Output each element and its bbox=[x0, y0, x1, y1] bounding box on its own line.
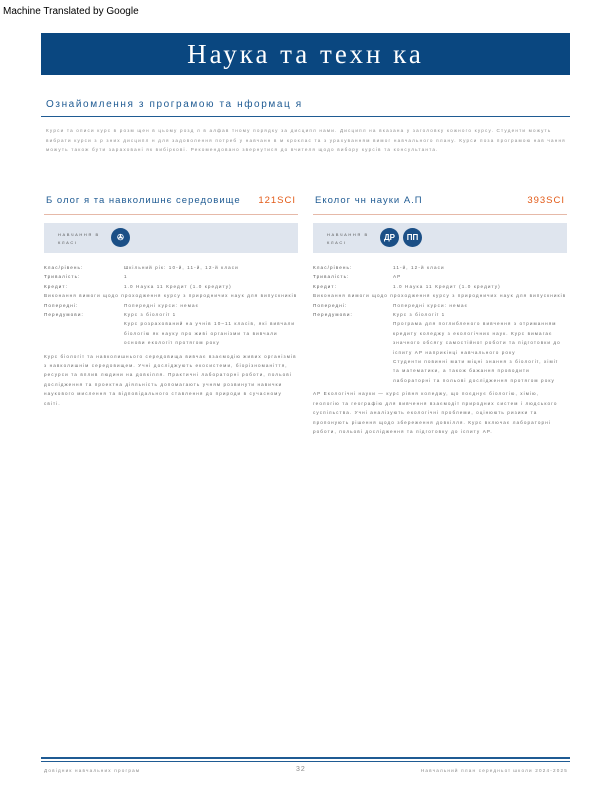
intro-heading: Ознайомлення з програмою та нформац я bbox=[46, 99, 303, 110]
detail-row: Виконання вимоги щодо проходження курсу з природничих наук для випускників bbox=[44, 293, 298, 299]
course-code: 393SCI bbox=[527, 195, 565, 206]
detail-row: Тривалість: AP bbox=[313, 274, 402, 280]
course-card-biology bbox=[44, 190, 298, 408]
detail-row: Попередні: Попередні курси: немає bbox=[44, 302, 200, 308]
detail-row: Кредит: 1.0 Наука 11 Кредит (1.0 кредиту) bbox=[44, 283, 232, 289]
delivery-icons bbox=[111, 228, 130, 247]
detail-row: Студенти повинні мати міцні знання з біології, хімії та математики, а також бажання проводити лабораторні та польові дослідження протягом року bbox=[393, 359, 559, 383]
detail-row: Передумови: Курс з біології 1 bbox=[44, 312, 177, 318]
course-divider bbox=[313, 214, 567, 215]
machine-translated-label: Machine Translated by Google bbox=[3, 6, 139, 17]
detail-row: Кредит: 1.0 Наука 11 Кредит (1.0 кредиту) bbox=[313, 283, 501, 289]
page-title: Наука та техн ка bbox=[187, 38, 424, 69]
detail-row: Програма для поглибленого вивчення з отриманням кредиту коледжу з екологічних наук. Курс вимагає значного обсягу самостійної роботи та підготовки до іспиту AP наприкінці навчального року bbox=[393, 321, 561, 355]
page-number: 32 bbox=[296, 766, 306, 773]
detail-row: Курс розрахований на учнів 10–11 класів, які вивчали біологію як науку про живі організми та вивчали основи екології протягом року bbox=[124, 321, 296, 346]
course-details bbox=[44, 263, 298, 408]
prerequisite-icon: ПП bbox=[403, 228, 422, 247]
detail-row: Виконання вимоги щодо проходження курсу з природничих наук для випускників bbox=[313, 293, 567, 299]
detail-row: Клас/рівень: 11-й, 12-й класи bbox=[313, 265, 445, 270]
footer-rule-thin bbox=[41, 761, 570, 762]
intro-text: Курси та описи курс в розм щен в цьому розд л в алфав тному порядку за дисципл нами. Дисципл на вказана у заголовку кожного курсу. Студенти можуть вибрати курси з р зних дисципл н для задоволення потреб у навчанн в м кроклас та з урахуванням вимог навчального плану. Курси поза програмою нав чання можуть також бути зараховані як вибіркові. Рекомендовано звернутися до вчителя щодо вибору курсів та консультанта. bbox=[46, 128, 566, 153]
delivery-label: НАВЧАННЯ В КЛАСІ bbox=[327, 232, 369, 245]
delivery-band bbox=[44, 223, 298, 253]
intro-divider bbox=[41, 116, 570, 117]
course-title: Еколог чн науки А.П bbox=[315, 195, 423, 206]
footer-rule bbox=[41, 757, 570, 759]
dual-credit-icon: ДР bbox=[380, 228, 399, 247]
page-title-banner bbox=[41, 33, 570, 75]
detail-row: Попередні: Попередні курси: немає bbox=[313, 302, 469, 308]
course-card-ap-environmental bbox=[313, 190, 567, 436]
delivery-icons bbox=[380, 228, 422, 247]
detail-row: Передумови: Курс з біології 1 bbox=[313, 312, 446, 318]
detail-row: Тривалість: 1 bbox=[44, 274, 128, 280]
course-header bbox=[44, 190, 298, 212]
classroom-icon: ✇ bbox=[111, 228, 130, 247]
course-title: Б олог я та навколишнє середовище bbox=[46, 195, 241, 206]
course-code: 121SCI bbox=[258, 195, 296, 206]
delivery-band bbox=[313, 223, 567, 253]
course-description: Курс біології та навколишнього середовища вивчає взаємодію живих організмів з навколишнім середовищем. Учні досліджують екосистеми, біорізноманіття, ресурси та вплив людини на довкілля. Практичні лабораторні роботи, польові дослідження та проектна діяльність допомагають учням розвинути навички наукового мислення та відповідального ставлення до природи в сучасному світі. bbox=[44, 353, 297, 406]
course-divider bbox=[44, 214, 298, 215]
delivery-label: НАВЧАННЯ В КЛАСІ bbox=[58, 232, 100, 245]
footer-left-text: Довідник навчальних програм bbox=[44, 768, 141, 773]
course-header bbox=[313, 190, 567, 212]
footer-right-text: Навчальний план середньої школи 2024-2025 bbox=[420, 768, 568, 773]
detail-row: Клас/рівень: Шкільний рік: 10-й, 11-й, 12-й класи bbox=[44, 265, 239, 270]
course-details bbox=[313, 263, 567, 436]
course-description: AP Екологічні науки — курс рівня коледжу, що поєднує біологію, хімію, геологію та географію для вивчення взаємодії природних систем і людського суспільства. Учні аналізують екологічні проблеми, оцінюють ризики та пропонують рішення щодо збереження довкілля. Курс включає лабораторні роботи, польові дослідження та підготовку до іспиту AP. bbox=[313, 391, 558, 434]
